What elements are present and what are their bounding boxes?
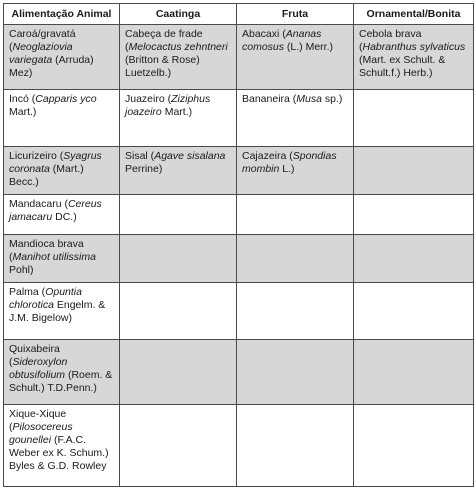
cell-caatinga <box>120 195 237 235</box>
cell-text: Cajazeira ( <box>242 150 293 162</box>
cell-text: Incó ( <box>9 93 36 105</box>
cell-ornamental <box>354 340 474 405</box>
table-row <box>4 283 474 340</box>
cell-text: (Roem. & Schult.) T.D.Penn.) <box>9 369 113 394</box>
cell-fruta <box>237 340 354 405</box>
cell-caatinga <box>120 147 237 195</box>
cell-text: Licurizeiro ( <box>9 150 64 162</box>
cell-alimentacao-animal <box>4 283 120 340</box>
cell-text: Perrine) <box>125 163 163 175</box>
table-row <box>4 147 474 195</box>
table-row <box>4 195 474 235</box>
cell-text: (Britton & Rose) Luetzelb.) <box>125 54 200 79</box>
cell-text: Engelm. & J.M. Bigelow) <box>9 299 106 324</box>
scientific-name: Sideroxylon obtusifolium <box>9 356 68 381</box>
cell-text: Mart.) <box>9 106 37 118</box>
cell-text: (Mart.) Becc.) <box>9 163 84 188</box>
cell-ornamental <box>354 90 474 147</box>
cell-caatinga <box>120 405 237 487</box>
cell-alimentacao-animal <box>4 340 120 405</box>
plant-category-table <box>3 3 474 487</box>
table-body <box>4 25 474 487</box>
cell-text: (L.) Merr.) <box>284 41 334 53</box>
cell-caatinga <box>120 235 237 283</box>
scientific-name: Syagrus coronata <box>9 150 102 175</box>
cell-text: Pohl) <box>9 264 34 276</box>
scientific-name: Ananas comosus <box>242 28 322 53</box>
scientific-name: Opuntia chlorotica <box>9 286 82 311</box>
cell-text: Palma ( <box>9 286 46 298</box>
table-row <box>4 340 474 405</box>
cell-caatinga <box>120 25 237 90</box>
cell-text: (Mart. ex Schult. & Schult.f.) Herb.) <box>359 54 446 79</box>
cell-caatinga <box>120 283 237 340</box>
cell-fruta <box>237 195 354 235</box>
cell-caatinga <box>120 340 237 405</box>
table-row <box>4 25 474 90</box>
cell-text: Mandacaru ( <box>9 198 68 210</box>
cell-alimentacao-animal <box>4 405 120 487</box>
scientific-name: Ziziphus joazeiro <box>125 93 211 118</box>
scientific-name: Cereus jamacaru <box>9 198 102 223</box>
table-row <box>4 90 474 147</box>
cell-text: Caroá/gravatá ( <box>9 28 76 53</box>
cell-text: Quixabeira ( <box>9 343 60 368</box>
cell-alimentacao-animal <box>4 25 120 90</box>
cell-text: Mandioca brava ( <box>9 238 84 263</box>
cell-text: Abacaxi ( <box>242 28 286 40</box>
scientific-name: Habranthus sylvaticus <box>362 41 466 53</box>
cell-alimentacao-animal <box>4 90 120 147</box>
cell-ornamental <box>354 283 474 340</box>
cell-alimentacao-animal <box>4 235 120 283</box>
header-ornamental-bonita: Ornamental/Bonita <box>354 4 474 25</box>
cell-caatinga <box>120 90 237 147</box>
scientific-name: Melocactus zehntneri <box>128 41 228 53</box>
header-caatinga: Caatinga <box>120 4 237 25</box>
table-row <box>4 235 474 283</box>
scientific-name: Spondias mombin <box>242 150 337 175</box>
cell-text: Bananeira ( <box>242 93 297 105</box>
cell-text: Mart.) <box>161 106 193 118</box>
cell-ornamental <box>354 405 474 487</box>
cell-text: DC.) <box>52 211 77 223</box>
cell-text: (Arruda) Mez) <box>9 54 94 79</box>
header-alimentacao-animal: Alimentação Animal <box>4 4 120 25</box>
scientific-name: Manihot utilissima <box>12 251 96 263</box>
cell-text: Xique-Xique ( <box>9 408 67 433</box>
cell-ornamental <box>354 25 474 90</box>
scientific-name: Neoglaziovia variegata <box>9 41 73 66</box>
cell-fruta <box>237 235 354 283</box>
cell-fruta <box>237 147 354 195</box>
cell-text: Sisal ( <box>125 150 155 162</box>
scientific-name: Capparis yco <box>35 93 97 105</box>
header-fruta: Fruta <box>237 4 354 25</box>
cell-ornamental <box>354 195 474 235</box>
cell-text: L.) <box>279 163 295 175</box>
cell-text: sp.) <box>321 93 343 105</box>
cell-fruta <box>237 90 354 147</box>
scientific-name: Pilosocereus gounellei <box>9 421 73 446</box>
scientific-name: Agave sisalana <box>154 150 226 162</box>
cell-text: Cabeça de frade ( <box>125 28 203 53</box>
cell-fruta <box>237 25 354 90</box>
cell-text: Cebola brava ( <box>359 28 422 53</box>
cell-fruta <box>237 283 354 340</box>
header-row <box>4 4 474 25</box>
cell-text: (F.A.C. Weber ex K. Schum.) Byles & G.D. Rowley <box>9 434 109 472</box>
table-row <box>4 405 474 487</box>
scientific-name: Musa <box>296 93 322 105</box>
cell-text: Juazeiro ( <box>125 93 172 105</box>
cell-fruta <box>237 405 354 487</box>
cell-ornamental <box>354 235 474 283</box>
cell-alimentacao-animal <box>4 195 120 235</box>
cell-alimentacao-animal <box>4 147 120 195</box>
cell-ornamental <box>354 147 474 195</box>
